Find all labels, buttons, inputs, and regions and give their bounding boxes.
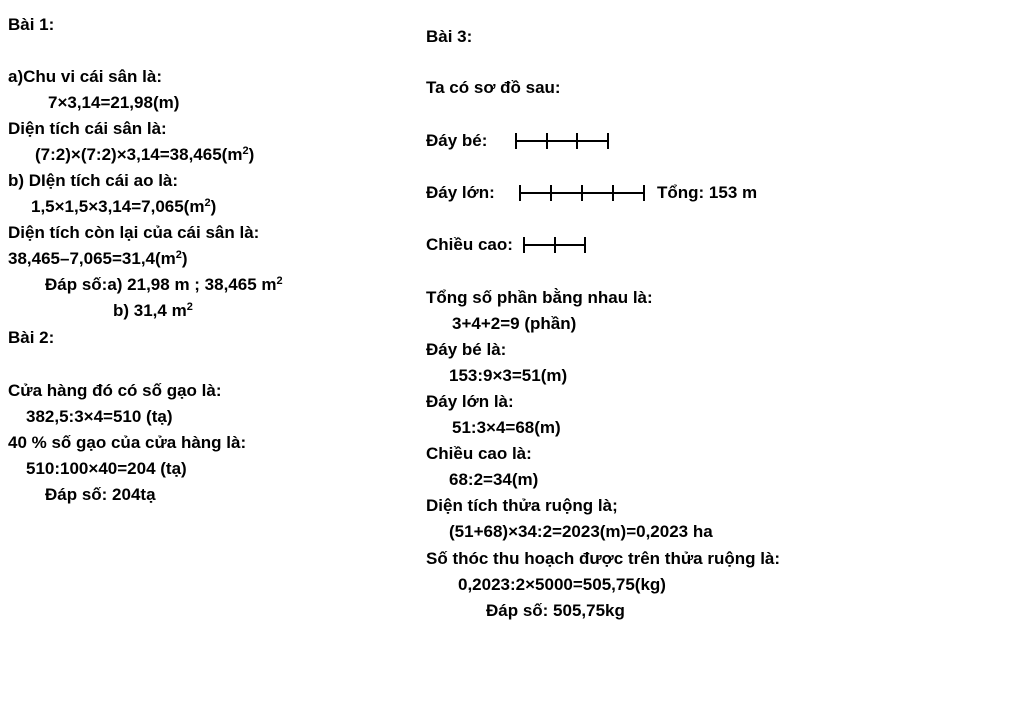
bai3-small-heading: Đáy bé là:	[426, 340, 507, 359]
bai1-area-heading: Diện tích cái sân là:	[8, 119, 167, 138]
small-base-segment-bar	[515, 133, 609, 149]
small-base-label: Đáy bé:	[426, 131, 488, 150]
segment-tick	[519, 185, 521, 201]
segment-tick	[554, 237, 556, 253]
bai3-field-calc: (51+68)×34:2=2023(m)=0,2023 ha	[449, 522, 713, 541]
height-segment-bar	[523, 237, 586, 253]
segment-tick	[581, 185, 583, 201]
bai2-line2: 40 % số gạo của cửa hàng là:	[8, 433, 247, 452]
segment-tick	[550, 185, 552, 201]
height-label: Chiều cao:	[426, 235, 513, 254]
bai3-parts-calc: 3+4+2=9 (phần)	[452, 314, 577, 333]
bai3-intro: Ta có sơ đồ sau:	[426, 78, 561, 97]
segment-line	[515, 140, 609, 142]
segment-tick	[576, 133, 578, 149]
bai2-answer: Đáp số: 204tạ	[45, 485, 156, 504]
bai1-b-calc: $1,5\times 1,5\times 3,14=7,065(m^2)$	[31, 197, 217, 216]
segment-tick	[523, 237, 525, 253]
bai1-title: Bài 1:	[8, 15, 55, 34]
bai1-a-calc: 7×3,14=21,98(m)	[48, 93, 180, 112]
bai1-a-heading: a)Chu vi cái sân là:	[8, 67, 162, 86]
bai3-rice-calc: 0,2023:2×5000=505,75(kg)	[458, 575, 666, 594]
bai1-rest-calc: $38,465-7,065=31,4(m^2)$	[8, 249, 188, 268]
large-base-label: Đáy lớn:	[426, 183, 495, 202]
bai1-answer-a: Đáp số:a) 21,98 m ; 38,465 $m^2$	[45, 275, 283, 294]
bai2-title: Bài 2:	[8, 328, 55, 347]
bai3-field-heading: Diện tích thửa ruộng là;	[426, 496, 618, 515]
bai3-small-calc: 153:9×3=51(m)	[449, 366, 568, 385]
segment-tick	[546, 133, 548, 149]
bai2-calc1: 382,5:3×4=510 (tạ)	[26, 407, 173, 426]
segment-tick	[612, 185, 614, 201]
bai1-rest-heading: Diện tích còn lại của cái sân là:	[8, 223, 260, 242]
bai3-large-heading: Đáy lớn là:	[426, 392, 514, 411]
segment-tick	[607, 133, 609, 149]
total-label: Tổng: 153 m	[657, 183, 758, 202]
bai3-title: Bài 3:	[426, 27, 473, 46]
bai3-height-calc: 68:2=34(m)	[449, 470, 539, 489]
bai3-parts-heading: Tổng số phần bằng nhau là:	[426, 288, 653, 307]
bai1-answer-b: b) 31,4 $m^2$	[113, 301, 193, 320]
bai3-rice-heading: Số thóc thu hoạch được trên thửa ruộng là:	[426, 549, 781, 568]
bai3-large-calc: 51:3×4=68(m)	[452, 418, 561, 437]
bai2-line1: Cửa hàng đó có số gạo là:	[8, 381, 222, 400]
bai3-answer: Đáp số: 505,75kg	[486, 601, 625, 620]
bai2-calc2: 510:100×40=204 (tạ)	[26, 459, 187, 478]
segment-tick	[643, 185, 645, 201]
segment-tick	[584, 237, 586, 253]
bai1-area-calc: $(7:2)\times(7:2)\times 3,14=38,465(m^2)$	[35, 145, 255, 164]
segment-tick	[515, 133, 517, 149]
bai1-b-heading: b) DIện tích cái ao là:	[8, 171, 179, 190]
large-base-segment-bar	[519, 185, 645, 201]
bai3-height-heading: Chiều cao là:	[426, 444, 532, 463]
